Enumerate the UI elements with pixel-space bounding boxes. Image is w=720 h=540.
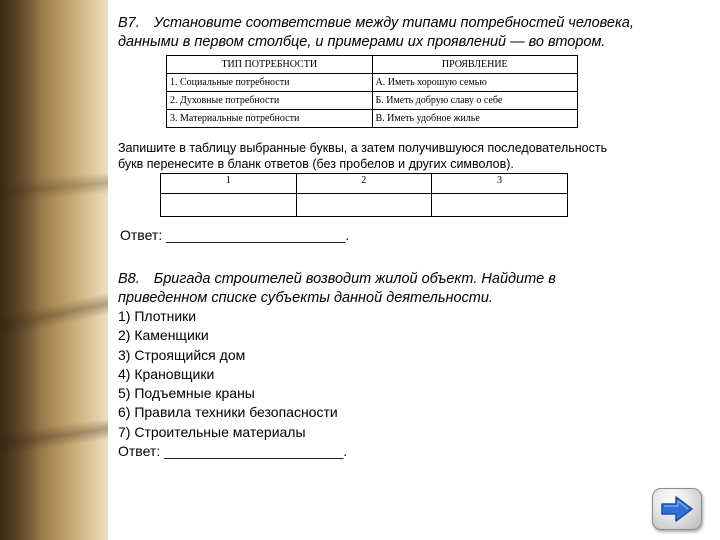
next-slide-button[interactable] [652, 488, 702, 530]
b7-answer-label: Ответ: [120, 227, 163, 243]
table-cell: Б. Иметь добрую славу о себе [372, 92, 578, 110]
slide-content [108, 0, 720, 540]
list-item: 7) Строительные материалы [118, 423, 306, 440]
instruction-line-2: букв перенесите в бланк ответов (без пробелов и других символов). [118, 157, 514, 171]
list-item: 2) Каменщики [118, 327, 209, 344]
list-item: 3) Строящийся дом [118, 346, 246, 363]
grid-answer-cell-2[interactable] [296, 194, 432, 217]
book-background-photo [0, 0, 108, 540]
table-cell: А. Иметь хорошую семью [372, 74, 578, 92]
b8-question [118, 270, 693, 308]
instruction-line-1: Запишите в таблицу выбранные буквы, а затем получившуюся последовательность [118, 141, 608, 155]
table-cell: В. Иметь удобное жилье [372, 110, 578, 128]
grid-number-cell: 2 [296, 174, 432, 194]
table-cell: 2. Духовные потребности [167, 92, 373, 110]
b7-question [118, 14, 693, 52]
list-item: 4) Крановщики [118, 365, 215, 382]
list-item: 5) Подъемные краны [118, 385, 255, 402]
grid-number-cell: 3 [432, 174, 568, 194]
answer-grid-table [160, 173, 568, 217]
b8-question-line-1: Бригада строителей возводит жилой объект. Найдите в [153, 271, 556, 287]
grid-answer-cell-1[interactable] [161, 194, 297, 217]
b7-label: В7. [118, 15, 140, 31]
b8-question-line-2: приведенном списке субъекты данной деятельности. [118, 290, 493, 306]
b7-answer [120, 227, 349, 243]
table-cell: 1. Социальные потребности [167, 74, 373, 92]
table-header-type: ТИП ПОТРЕБНОСТИ [167, 56, 373, 74]
b7-answer-blank[interactable]: _______________________. [166, 227, 350, 243]
table-row [167, 110, 578, 128]
b8-answer-label: Ответ: [118, 443, 161, 460]
grid-answer-cell-3[interactable] [432, 194, 568, 217]
b8-answer [118, 442, 347, 461]
table-cell: 3. Материальные потребности [167, 110, 373, 128]
table-row [167, 92, 578, 110]
table-row [167, 74, 578, 92]
b8-label: В8. [118, 271, 140, 287]
b8-answer-blank[interactable]: _______________________. [164, 443, 348, 460]
grid-number-cell: 1 [161, 174, 297, 194]
b8-options-list [118, 307, 347, 461]
b7-question-line-2: данными в первом столбце, и примерами их проявлений — во втором. [118, 34, 606, 50]
b7-question-line-1: Установите соответствие между типами потребностей человека, [153, 15, 634, 31]
matching-table [166, 55, 578, 128]
list-item: 1) Плотники [118, 308, 197, 324]
table-header-manifestation: ПРОЯВЛЕНИЕ [372, 56, 578, 74]
right-arrow-icon [659, 494, 695, 524]
b7-instruction [118, 140, 698, 172]
list-item: 6) Правила техники безопасности [118, 404, 338, 421]
